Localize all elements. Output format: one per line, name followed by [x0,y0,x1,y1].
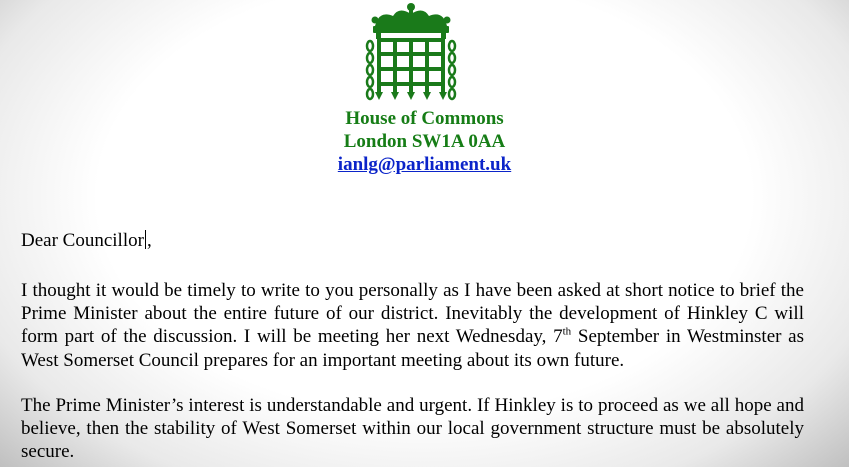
address-line-city: London SW1A 0AA [343,131,506,152]
paragraph-1-text: I thought it would be timely to write to you personally as I have been asked at short notice to brief the Prime Minister about the entire future of our district. Inevitably the development of Hinkley C will form part of the discussion. I will be meeting her next Wednesday, 7 [21,280,804,348]
salutation [21,229,152,252]
address-line-house: House of Commons [345,108,504,129]
paragraph-1-text-cont: September in Westminster as West Somerset Council prepares for an important meeting about its own future. [21,326,804,371]
email-link[interactable]: ianlg@parliament.uk [337,154,512,175]
portcullis-icon [365,2,457,106]
paragraph-1 [21,279,804,372]
salutation-text: Dear Councillor [21,230,144,251]
text-cursor [145,230,146,249]
salutation-punct: , [146,230,152,251]
paragraph-2: The Prime Minister’s interest is understandable and urgent. If Hinkley is to proceed as we all hope and believe, then the stability of West Somerset within our local government structure must be absolutely secure. [21,395,804,463]
ordinal-suffix: th [562,326,572,339]
address-email [0,153,849,176]
